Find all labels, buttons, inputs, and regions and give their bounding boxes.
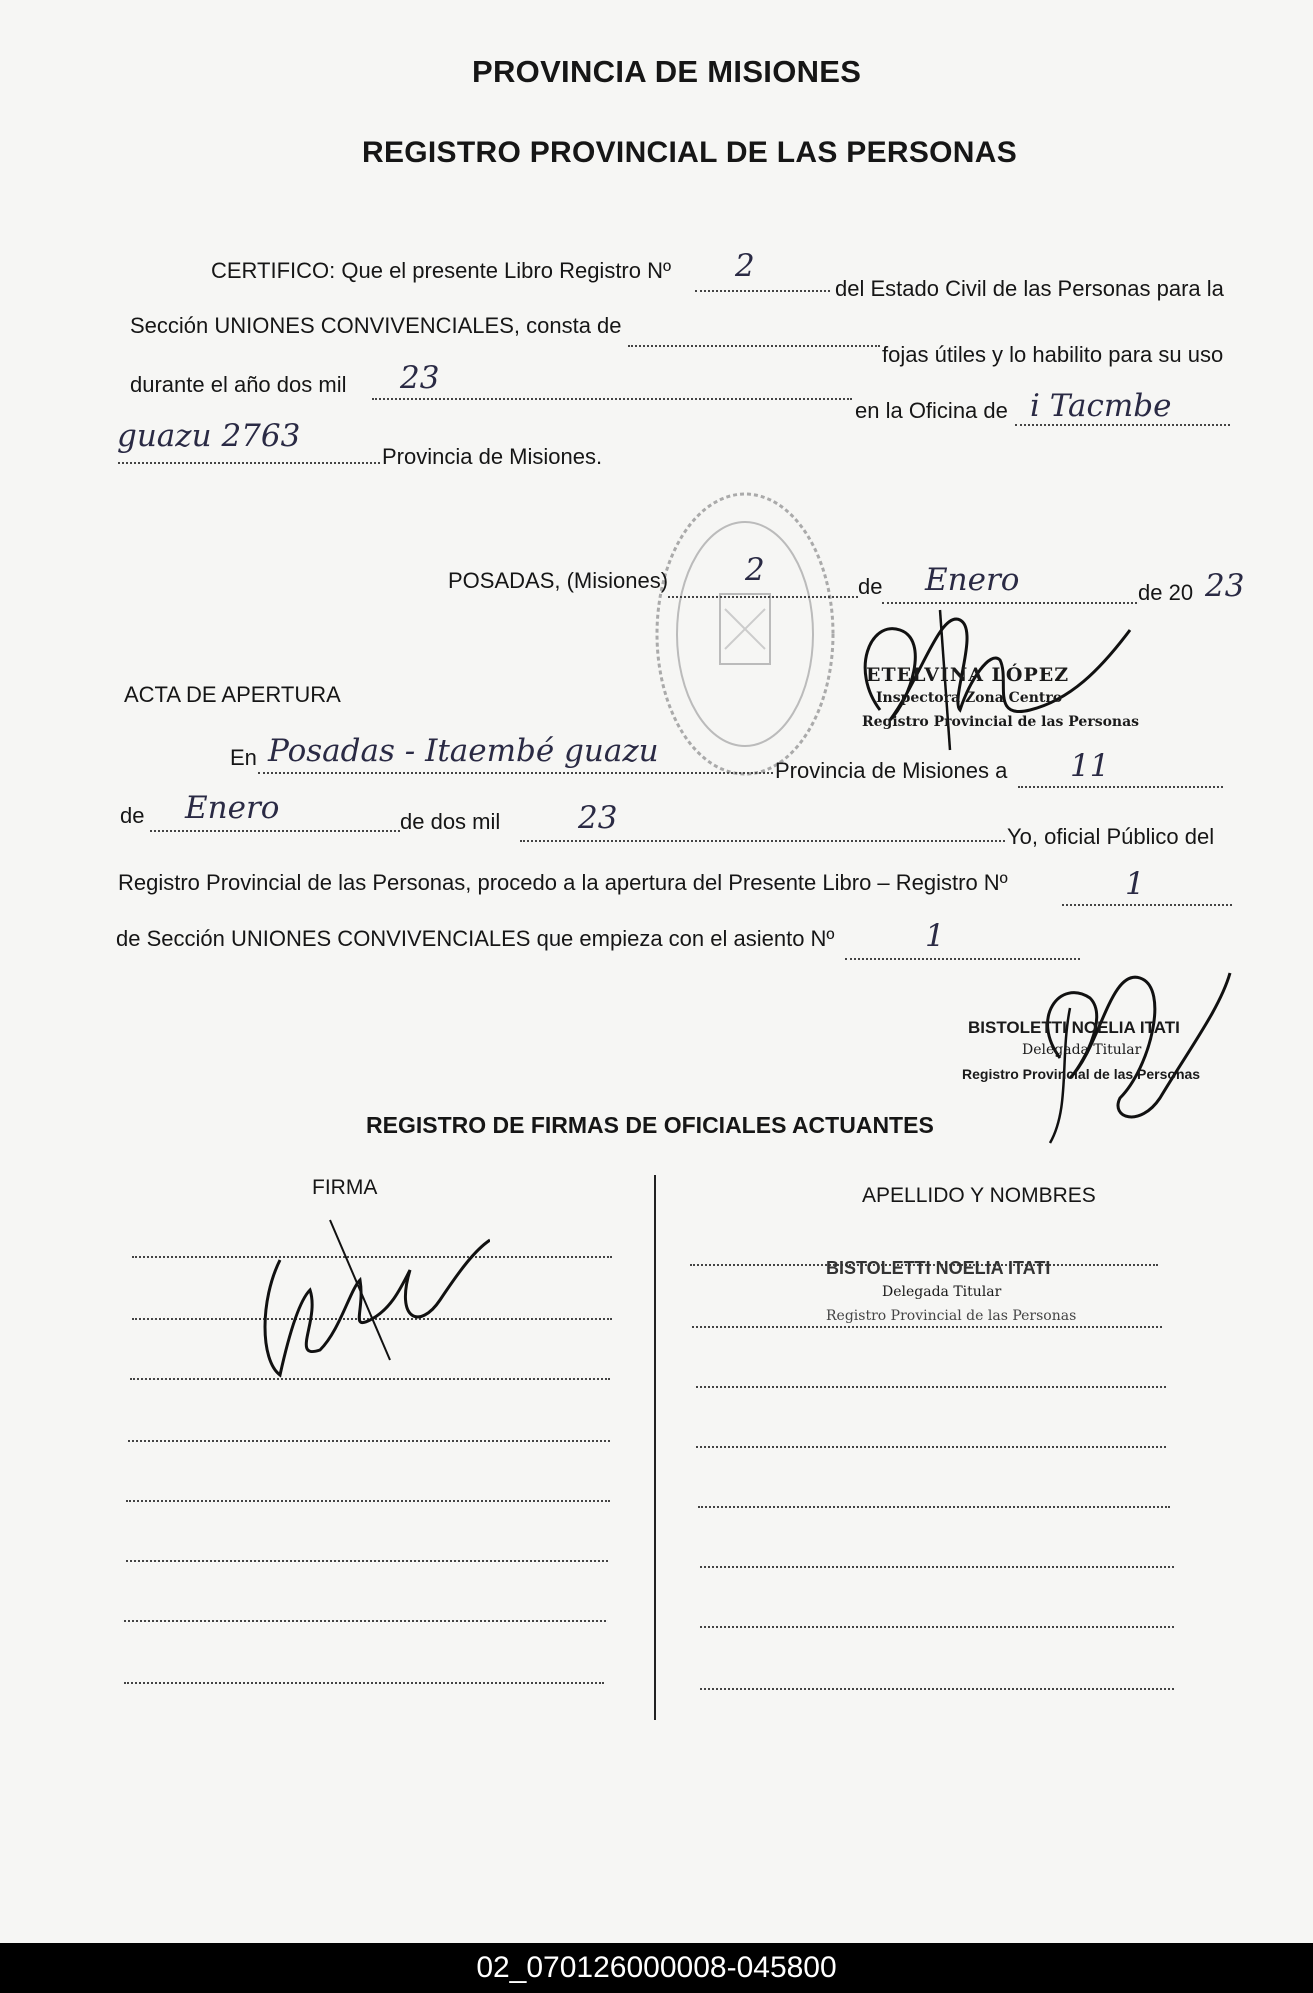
acta-lugar: Posadas - Itaembé guazu (268, 733, 659, 769)
place-de1: de (858, 574, 883, 599)
cert-oficina-part1: i Tacmbe (1030, 388, 1172, 424)
acta-line3: Registro Provincial de las Personas, procedo a la apertura del Presente Libro – Registro Nº (118, 870, 1008, 895)
document-subtitle: REGISTRO PROVINCIAL DE LAS PERSONAS (362, 136, 1018, 169)
cert-anio: 23 (400, 360, 440, 396)
official-seal-stamp (650, 484, 840, 784)
acta-heading: ACTA DE APERTURA (124, 682, 341, 707)
cert-line2-suffix: fojas útiles y lo habilito para su uso (882, 342, 1224, 367)
nombres-stamp-org: Registro Provincial de las Personas (826, 1308, 1077, 1324)
acta-anio: 23 (578, 800, 618, 836)
firma-signature (250, 1210, 490, 1380)
place-de2: de 20 (1138, 580, 1194, 605)
acta-asiento: 1 (925, 918, 945, 954)
acta-libro-dots (1062, 904, 1232, 906)
delegada-stamp-name: BISTOLETTI NOELIA ITATI (968, 1018, 1180, 1037)
document-id-footer: 02_070126000008-045800 (0, 1943, 1313, 1993)
firmas-col-firma: FIRMA (312, 1176, 378, 1199)
cert-line3-prefix: durante el año dos mil (130, 372, 347, 397)
firma-line-5 (126, 1500, 610, 1502)
place-dia: 2 (745, 552, 765, 588)
acta-mes-dots (150, 830, 400, 832)
firma-line-7 (124, 1620, 606, 1622)
cert-libro-dots (695, 290, 830, 292)
document-title: PROVINCIA DE MISIONES (472, 54, 862, 89)
place-prefix: POSADAS, (Misiones) (448, 568, 669, 593)
nombre-line-2 (692, 1326, 1162, 1328)
acta-en-prefix: En (230, 745, 257, 770)
firmas-heading: REGISTRO DE FIRMAS DE OFICIALES ACTUANTES (366, 1112, 934, 1138)
nombre-line-4 (696, 1446, 1166, 1448)
firma-line-4 (128, 1440, 610, 1442)
nombre-line-8 (700, 1688, 1174, 1690)
inspector-stamp-role: Inspectora Zona Centro (876, 690, 1063, 706)
cert-line1-prefix: CERTIFICO: Que el presente Libro Registro Nº (211, 258, 672, 283)
acta-lugar-dots (258, 772, 773, 774)
acta-de-prefix: de (120, 803, 145, 828)
inspector-stamp-org: Registro Provincial de las Personas (862, 714, 1140, 730)
cert-fojas-dots (628, 345, 880, 347)
firmas-column-divider (654, 1175, 656, 1720)
place-mes: Enero (925, 562, 1020, 598)
cert-anio-dots (372, 398, 852, 400)
delegada-stamp-role: Delegada Titular (1022, 1042, 1142, 1058)
cert-oficina-dots (1015, 424, 1230, 426)
acta-dia: 11 (1070, 748, 1110, 784)
acta-mes: Enero (185, 790, 280, 826)
firma-line-6 (126, 1560, 608, 1562)
acta-line4: de Sección UNIONES CONVIVENCIALES que empieza con el asiento Nº (116, 926, 835, 951)
nombres-stamp-name: BISTOLETTI NOELIA ITATI (826, 1258, 1051, 1278)
acta-anio-dots (520, 840, 1005, 842)
delegada-stamp-org: Registro Provincial de las Personas (962, 1066, 1201, 1082)
cert-oficina-part2: guazu 2763 (117, 418, 301, 454)
nombre-line-6 (700, 1566, 1174, 1568)
nombre-line-3 (696, 1386, 1166, 1388)
acta-oficial-suffix: Yo, oficial Público del (1007, 824, 1215, 849)
cert-line3-suffix: en la Oficina de (855, 398, 1008, 423)
nombres-stamp-role: Delegada Titular (882, 1284, 1002, 1300)
acta-de-dos-mil: de dos mil (400, 809, 501, 834)
firmas-col-nombres: APELLIDO Y NOMBRES (862, 1184, 1096, 1207)
firma-line-8 (124, 1682, 604, 1684)
place-anio: 23 (1205, 568, 1245, 604)
acta-libro: 1 (1125, 866, 1145, 902)
cert-line4-suffix: Provincia de Misiones. (382, 444, 603, 469)
acta-dia-dots (1018, 786, 1223, 788)
cert-libro-numero: 2 (735, 248, 755, 284)
cert-line1-suffix: del Estado Civil de las Personas para la (835, 276, 1224, 301)
place-dia-dots (668, 596, 858, 598)
acta-lugar-suffix: Provincia de Misiones a (775, 758, 1008, 783)
cert-oficina2-dots (118, 462, 380, 464)
cert-line2-prefix: Sección UNIONES CONVIVENCIALES, consta de (130, 313, 622, 338)
inspector-stamp-name: ETELVINA LÓPEZ (866, 664, 1070, 686)
nombre-line-7 (700, 1626, 1174, 1628)
nombre-line-5 (698, 1506, 1170, 1508)
